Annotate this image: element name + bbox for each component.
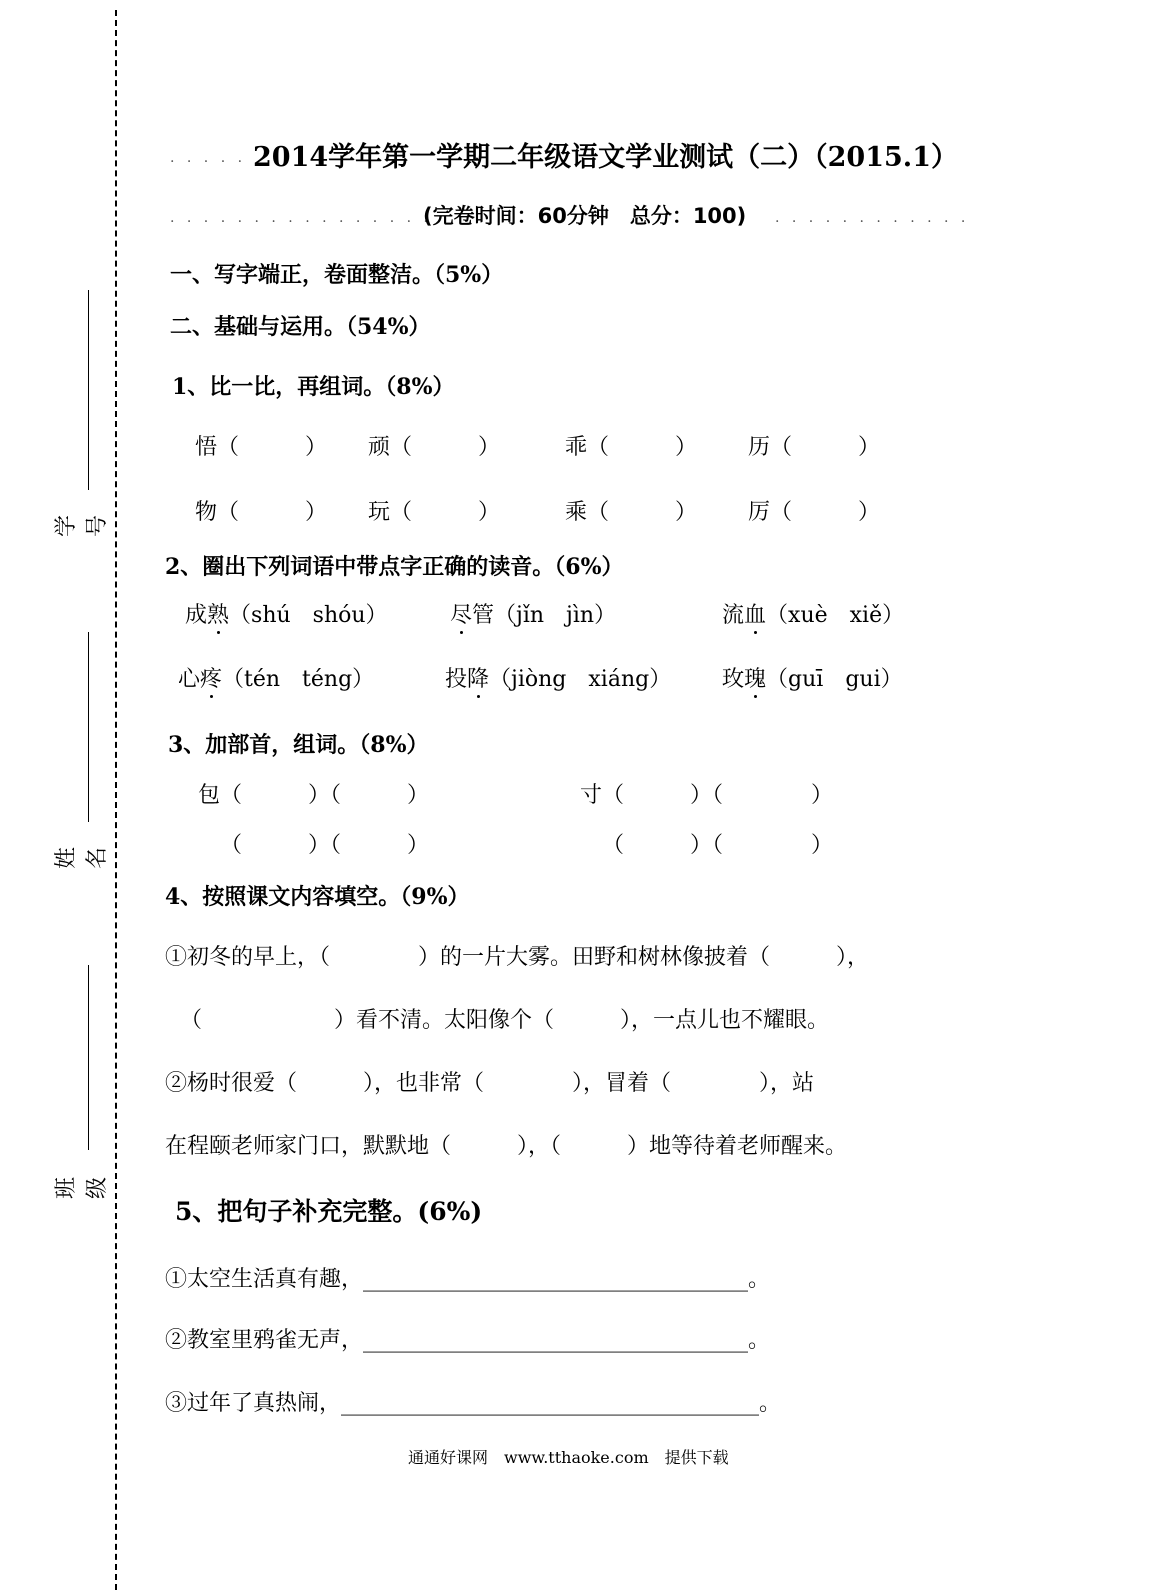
q2-item: 心疼（tén téng） <box>178 667 375 692</box>
q2-item: 玫瑰（guī gui） <box>722 667 903 692</box>
q3-heading: 3、加部首，组词。（8%） <box>168 732 429 758</box>
student-number-field[interactable] <box>54 290 110 538</box>
q1-item: 悟（ ） <box>195 435 328 460</box>
q5-line: ③过年了真热闹，______________________________________。 <box>165 1391 782 1416</box>
q2-item: 尽管（jǐn jìn） <box>450 603 617 628</box>
q1-item: 历（ ） <box>748 435 881 460</box>
page-title: 2014学年第一学期二年级语文学业测试（二）（2015.1） <box>253 142 958 173</box>
q2-item: 投降（jiòng xiáng） <box>445 667 672 692</box>
binding-cut-line <box>115 10 117 1590</box>
q4-line: ①初冬的早上，（ ）的一片大雾。田野和树林像披着（ ）， <box>165 945 870 970</box>
student-name-line <box>88 632 89 822</box>
q3-row1-left: 包（ ）（ ） <box>198 783 430 808</box>
q1-item: 顽（ ） <box>368 435 501 460</box>
q3-row1-right: 寸（ ）（ ） <box>580 783 834 808</box>
q4-heading: 4、按照课文内容填空。（9%） <box>165 884 470 910</box>
student-name-field[interactable] <box>54 632 110 872</box>
exam-info: (完卷时间：60分钟 总分：100) <box>423 204 747 228</box>
student-number-line <box>88 290 89 490</box>
q2-item: 流血（xuè xiě） <box>722 603 905 628</box>
subtitle-trailing-dots: . . . . . . . . . . . . <box>775 210 970 226</box>
class-field[interactable] <box>54 965 110 1205</box>
student-number-label: 学号 <box>54 515 110 538</box>
q4-line: ②杨时很爱（ ），也非常（ ），冒着（ ），站 <box>165 1071 815 1096</box>
q1-item: 乘（ ） <box>565 500 698 525</box>
class-label: 班级 <box>54 1177 110 1200</box>
q4-line: 在程颐老师家门口，默默地（ ），（ ）地等待着老师醒来。 <box>165 1134 848 1159</box>
class-line <box>88 965 89 1150</box>
q2-heading: 2、圈出下列词语中带点字正确的读音。（6%） <box>165 554 624 580</box>
q5-heading: 5、把句子补充完整。(6%) <box>175 1197 483 1226</box>
q5-line: ①太空生活真有趣，___________________________________。 <box>165 1267 771 1292</box>
q3-row2-left: （ ）（ ） <box>220 833 430 858</box>
page-footer: 通通好课网 www.tthaoke.com 提供下载 <box>408 1448 729 1467</box>
q2-item: 成熟（shú shóu） <box>185 603 388 628</box>
q1-item: 物（ ） <box>195 500 328 525</box>
q1-heading: 1、比一比，再组词。（8%） <box>172 374 455 400</box>
q1-item: 乖（ ） <box>565 435 698 460</box>
section1-heading: 一、写字端正，卷面整洁。（5%） <box>170 262 504 288</box>
subtitle-leader-dots: . . . . . . . . . . . . . . . . <box>170 210 432 226</box>
student-name-label: 姓名 <box>54 847 110 870</box>
q5-line: ②教室里鸦雀无声，___________________________________。 <box>165 1328 771 1353</box>
q1-item: 玩（ ） <box>368 500 501 525</box>
q4-line: （ ）看不清。太阳像个（ ），一点儿也不耀眼。 <box>180 1008 830 1033</box>
q1-item: 厉（ ） <box>748 500 881 525</box>
q3-row2-right: （ ）（ ） <box>602 833 834 858</box>
section2-heading: 二、基础与运用。（54%） <box>170 314 431 340</box>
title-leader-dots: . . . . . <box>170 150 247 166</box>
